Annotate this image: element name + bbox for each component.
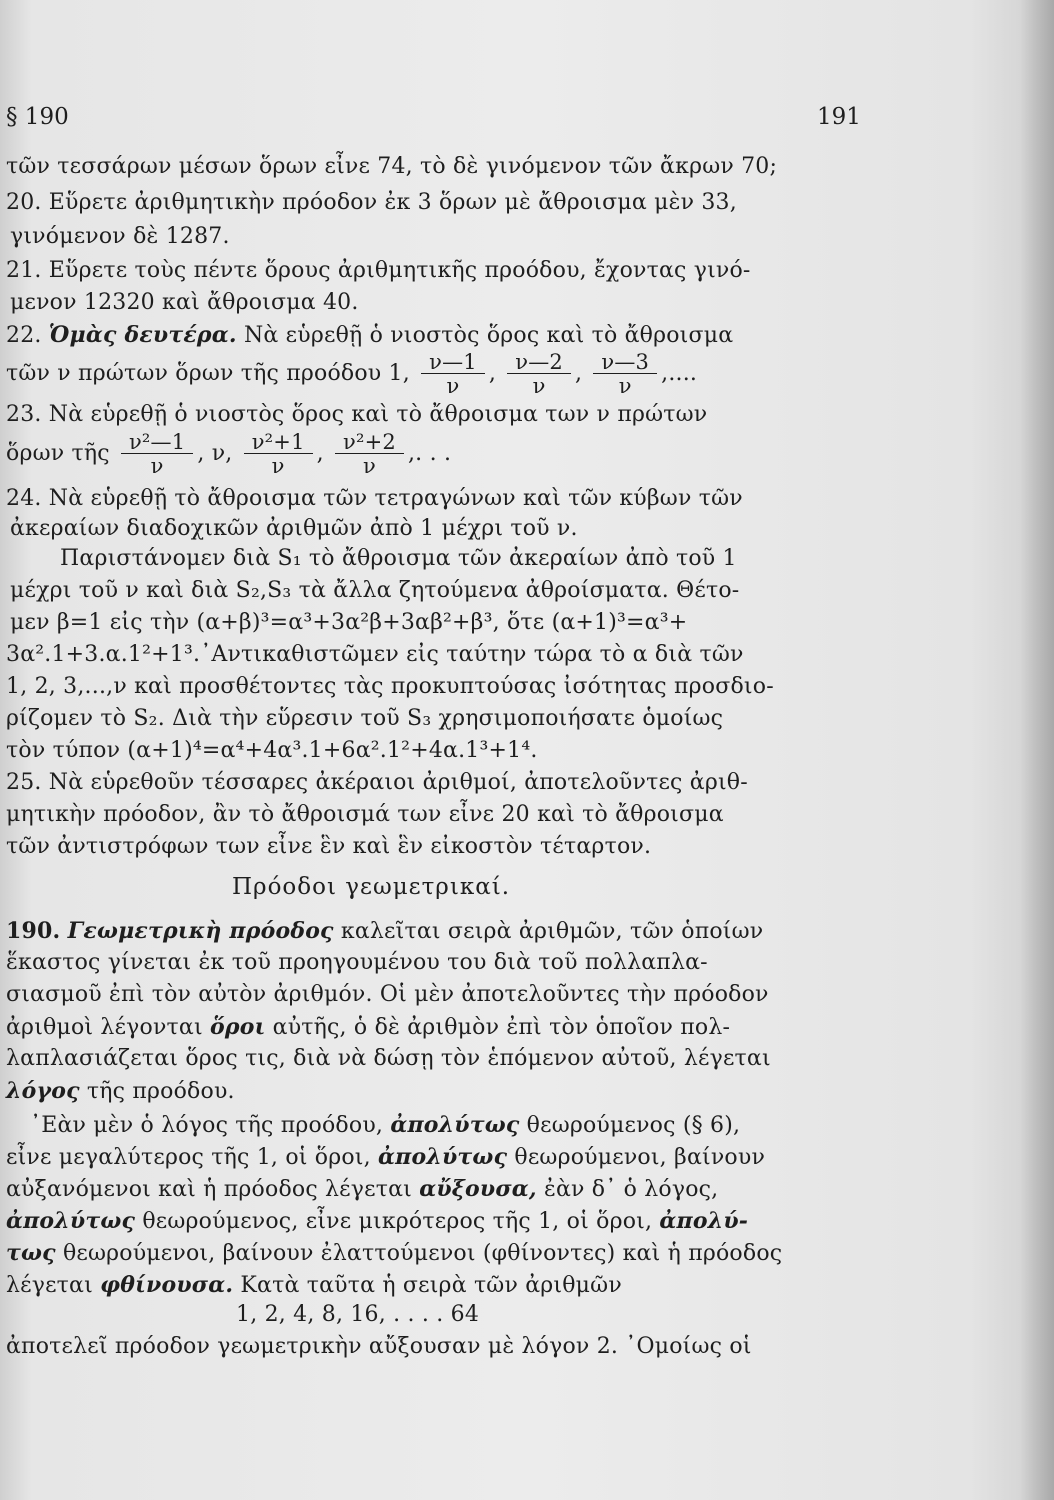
term-increasing: αὔξουσα, xyxy=(419,1176,537,1202)
exercise-24: 24. Νὰ εὑρεθῇ τὸ ἄθροισμα τῶν τετραγώνων καὶ τῶν κύβων τῶν xyxy=(6,486,743,511)
fraction xyxy=(507,351,571,398)
text-line xyxy=(6,1012,730,1043)
text-line: λαπλασιάζεται ὅρος τις, διὰ νὰ δώσῃ τὸν ἑπόμενον αὐτοῦ, λέγεται xyxy=(6,1046,771,1071)
exercise-23: 23. Νὰ εὑρεθῇ ὁ νιοστὸς ὅρος καὶ τὸ ἄθροισμα των ν πρώτων xyxy=(6,402,708,427)
text-line: Παριστάνομεν διὰ S₁ τὸ ἄθροισμα τῶν ἀκεραίων ἀπὸ τοῦ 1 xyxy=(60,546,737,571)
text-segment: θεωρούμενος, εἶνε μικρότερος τῆς 1, οἱ ὅροι, xyxy=(142,1209,653,1234)
text-line: σιασμοῦ ἐπὶ τὸν αὐτὸν ἀριθμόν. Οἱ μὲν ἀποτελοῦντες τὴν πρόοδον xyxy=(6,982,769,1007)
text-line: 1, 2, 3,...,ν καὶ προσθέτοντες τὰς προκυπτούσας ἰσότητας προσδιο- xyxy=(6,674,774,699)
text-line xyxy=(6,1076,235,1107)
fraction xyxy=(593,351,657,398)
text-segment: τῆς προόδου. xyxy=(86,1079,235,1104)
exercise-20: 20. Εὕρετε ἀριθμητικὴν πρόοδον ἐκ 3 ὅρων μὲ ἄθροισμα μὲν 33, xyxy=(6,190,737,215)
numerator: ν—3 xyxy=(593,351,657,374)
defined-term: Γεωμετρικὴ πρόοδος xyxy=(67,918,334,944)
fraction xyxy=(421,351,485,398)
text-line: ἀποτελεῖ πρόοδον γεωμετρικὴν αὔξουσαν μὲ λόγον 2. ᾽Ομοίως οἱ xyxy=(6,1334,752,1359)
text-segment: , ν, xyxy=(197,441,233,466)
exercise-text: Νὰ εὑρεθῇ ὁ νιοστὸς ὅρος καὶ τὸ ἄθροισμα xyxy=(243,323,734,348)
term-decreasing: φθίνουσα. xyxy=(100,1272,234,1298)
page-number: 191 xyxy=(817,104,861,130)
term-absolute: ἀπολύτως xyxy=(390,1112,520,1138)
text-line: τῶν τεσσάρων μέσων ὅρων εἶνε 74, τὸ δὲ γινόμενον τῶν ἄκρων 70; xyxy=(6,154,778,179)
text-segment: θεωρούμενοι, βαίνουν xyxy=(514,1145,766,1170)
ellipsis: ,.... xyxy=(661,361,698,386)
denominator: ν xyxy=(363,453,376,478)
text-segment: αὐτῆς, ὁ δὲ ἀριθμὸν ἐπὶ τὸν ὁποῖον πολ- xyxy=(272,1015,731,1040)
text-line: μενον 12320 καὶ ἄθροισμα 40. xyxy=(10,290,359,315)
text-line: ἀκεραίων διαδοχικῶν ἀριθμῶν ἀπὸ 1 μέχρι τοῦ ν. xyxy=(10,516,578,541)
denominator: ν xyxy=(532,373,546,398)
text-line: ἕκαστος γίνεται ἐκ τοῦ προηγουμένου του διὰ τοῦ πολλαπλα- xyxy=(6,950,708,975)
text-line xyxy=(6,1174,718,1205)
denominator: ν xyxy=(446,373,460,398)
text-line xyxy=(6,1206,748,1237)
term-absolute: ἀπολύ- xyxy=(659,1208,749,1234)
fraction xyxy=(244,431,313,478)
text-segment: λέγεται xyxy=(6,1273,93,1298)
text-line xyxy=(6,1238,782,1269)
page-edge-shadow xyxy=(1020,0,1054,1500)
exercise-25: 25. Νὰ εὑρεθοῦν τέσσαρες ἀκέραιοι ἀριθμοί, ἀποτελοῦντες ἀριθ- xyxy=(6,770,748,795)
text-segment: ᾽Εὰν μὲν ὁ λόγος τῆς προόδου, xyxy=(30,1113,384,1138)
numerator: ν—1 xyxy=(421,351,485,374)
term-ratio: λόγος xyxy=(6,1078,80,1104)
section-heading: Πρόοδοι γεωμετρικαί. xyxy=(232,874,511,900)
denominator: ν xyxy=(150,453,164,478)
numerator: ν²—1 xyxy=(121,431,193,454)
text-segment: ἀριθμοὶ λέγονται xyxy=(6,1015,203,1040)
exercise-number: 22. xyxy=(6,323,42,348)
text-segment: Κατὰ ταῦτα ἡ σειρὰ τῶν ἀριθμῶν xyxy=(240,1273,622,1298)
text-segment: ἐὰν δ᾽ ὁ λόγος, xyxy=(543,1177,719,1202)
group-heading: Ὁμὰς δευτέρα. xyxy=(48,322,237,348)
text-line: τὸν τύπον (α+1)⁴=α⁴+4α³.1+6α².1²+4α.1³+1⁴. xyxy=(6,738,538,763)
fraction xyxy=(335,431,404,478)
text-segment: τῶν ν πρώτων ὅρων τῆς προόδου 1, xyxy=(6,361,410,386)
text-segment: εἶνε μεγαλύτερος τῆς 1, οἱ ὅροι, xyxy=(6,1145,371,1170)
text-line: μέχρι τοῦ ν καὶ διὰ S₂,S₃ τὰ ἄλλα ζητούμενα ἀθροίσματα. Θέτο- xyxy=(10,578,740,603)
term-absolute: ἀπολύτως xyxy=(378,1144,508,1170)
progression-formula-line: τῶν ν πρώτων ὅρων τῆς προόδου 1, $\frac{\nu—1}{\nu}$ , $\frac{\nu—2}{\nu}$ , $\frac{\nu—3}{\nu}$ ,.... xyxy=(6,349,698,398)
term-terms: ὅροι xyxy=(210,1014,266,1040)
text-line xyxy=(6,1142,765,1173)
fraction xyxy=(121,431,193,478)
denominator: ν xyxy=(618,373,632,398)
text-line: γινόμενον δὲ 1287. xyxy=(10,224,230,249)
text-line xyxy=(6,1270,622,1301)
text-segment: αὐξανόμενοι καὶ ἡ πρόοδος λέγεται xyxy=(6,1177,412,1202)
example-sequence: 1, 2, 4, 8, 16, . . . . 64 xyxy=(236,1302,480,1327)
text-line: τῶν ἀντιστρόφων των εἶνε ἓν καὶ ἓν εἰκοστὸν τέταρτον. xyxy=(6,834,652,859)
text-line: ρίζομεν τὸ S₂. Διὰ τὴν εὕρεσιν τοῦ S₃ χρησιμοποιήσατε ὁμοίως xyxy=(6,706,724,731)
text-line: 3α².1+3.α.1²+1³.᾽Αντικαθιστῶμεν εἰς ταύτην τώρα τὸ α διὰ τῶν xyxy=(6,642,744,667)
term-absolute: ἀπολύτως xyxy=(6,1208,136,1234)
term-absolute-end: τως xyxy=(6,1240,56,1266)
numerator: ν²+1 xyxy=(244,431,313,454)
paragraph-number: 190. xyxy=(6,918,61,944)
section-number: § 190 xyxy=(6,104,69,130)
text-line: μητικὴν πρόοδον, ἂν τὸ ἄθροισμά των εἶνε 20 καὶ τὸ ἄθροισμα xyxy=(6,802,724,827)
exercise-21: 21. Εὕρετε τοὺς πέντε ὅρους ἀριθμητικῆς προόδου, ἔχοντας γινό- xyxy=(6,258,751,283)
text-segment: ὅρων τῆς xyxy=(6,441,110,466)
text-segment: θεωρούμενοι, βαίνουν ἐλαττούμενοι (φθίνοντες) καὶ ἡ πρόοδος xyxy=(62,1241,783,1266)
text-line xyxy=(30,1110,740,1141)
numerator: ν²+2 xyxy=(335,431,404,454)
ellipsis: ,. . . xyxy=(407,441,452,466)
definition-line xyxy=(6,916,763,947)
text-line: μεν β=1 εἰς τὴν (α+β)³=α³+3α²β+3αβ²+β³, ὅτε (α+1)³=α³+ xyxy=(10,610,688,635)
denominator: ν xyxy=(271,453,285,478)
text-segment: θεωρούμενος (§ 6), xyxy=(526,1113,741,1138)
numerator: ν—2 xyxy=(507,351,571,374)
text-segment: καλεῖται σειρὰ ἀριθμῶν, τῶν ὁποίων xyxy=(340,919,764,944)
sequence-formula-line: ὅρων τῆς $\frac{\text{ν²—1}}{\nu}$ , ν, $\frac{\text{ν²+1}}{\nu}$ , $\frac{\text{ν²+2}}{\nu}$ ,. . . xyxy=(6,429,452,478)
